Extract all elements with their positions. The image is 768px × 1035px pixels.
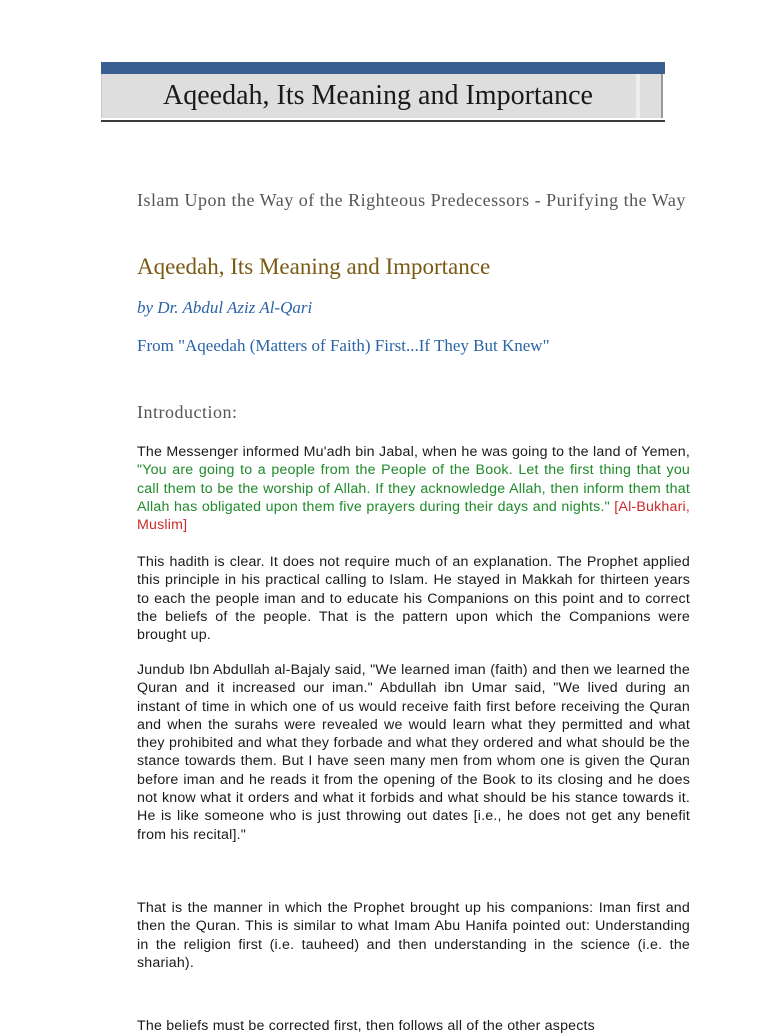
paragraph-1-text: The Messenger informed Mu'adh bin Jabal, when he was going to the land of Yemen, [137,444,690,460]
banner-stripe [636,74,640,118]
hadith-reference: [Al-Bukhari, Muslim] [137,498,690,534]
paragraph-1 [137,443,690,534]
header-banner [101,62,665,122]
paragraph-3: Jundub Ibn Abdullah al-Bajaly said, "We learned iman (faith) and then we learned the Quran and it increased our iman." Abdullah ibn Umar said, "We lived during an instant of time in which one of us would receive faith first before receiving the Quran and when the surahs were revealed we would learn what they permitted and what they prohibited and what they forbade and what they ordered and what should be the stance towards them. But I have seen many men from whom one is given the Quran before iman and he reads it from the opening of the Book to its closing and he does not know what it orders and what it forbids and what should be his stance towards it. He is like someone who is just throwing out dates [i.e., he does not get any benefit from his recital]." [137,662,690,843]
hadith-quote: "You are going to a people from the People of the Book. Let the first thing that you call them to be the worship of Allah. If they acknowledge Allah, then inform them that Allah has obligated upon them five prayers during their days and nights." [137,462,690,515]
banner-corner-tab [636,62,665,74]
paragraph-4: That is the manner in which the Prophet brought up his companions: Iman first and then the Quran. This is similar to what Imam Abu Hanifa pointed out: Understanding in the religion first (i.e. tauheed) and then understanding in the science (i.e. the shariah). [137,900,690,971]
series-subtitle: Islam Upon the Way of the Righteous Predecessors - Purifying the Way [137,190,686,210]
banner-top-bar [101,62,636,74]
section-heading-introduction: Introduction: [137,402,238,422]
paragraph-2: This hadith is clear. It does not require much of an explanation. The Prophet applied this principle in his practical calling to Islam. He stayed in Makkah for thirteen years to each the people iman and to educate his Companions on this point and to correct the beliefs of the people. That is the pattern upon which the Companions were brought up. [137,554,690,644]
paragraph-5: The beliefs must be corrected first, then follows all of the other aspects [137,1018,595,1034]
article-title: Aqeedah, Its Meaning and Importance [137,254,491,279]
banner-title: Aqeedah, Its Meaning and Importance [163,80,593,111]
article-source: From "Aqeedah (Matters of Faith) First...If They But Knew" [137,336,550,355]
article-author: by Dr. Abdul Aziz Al-Qari [137,298,313,317]
